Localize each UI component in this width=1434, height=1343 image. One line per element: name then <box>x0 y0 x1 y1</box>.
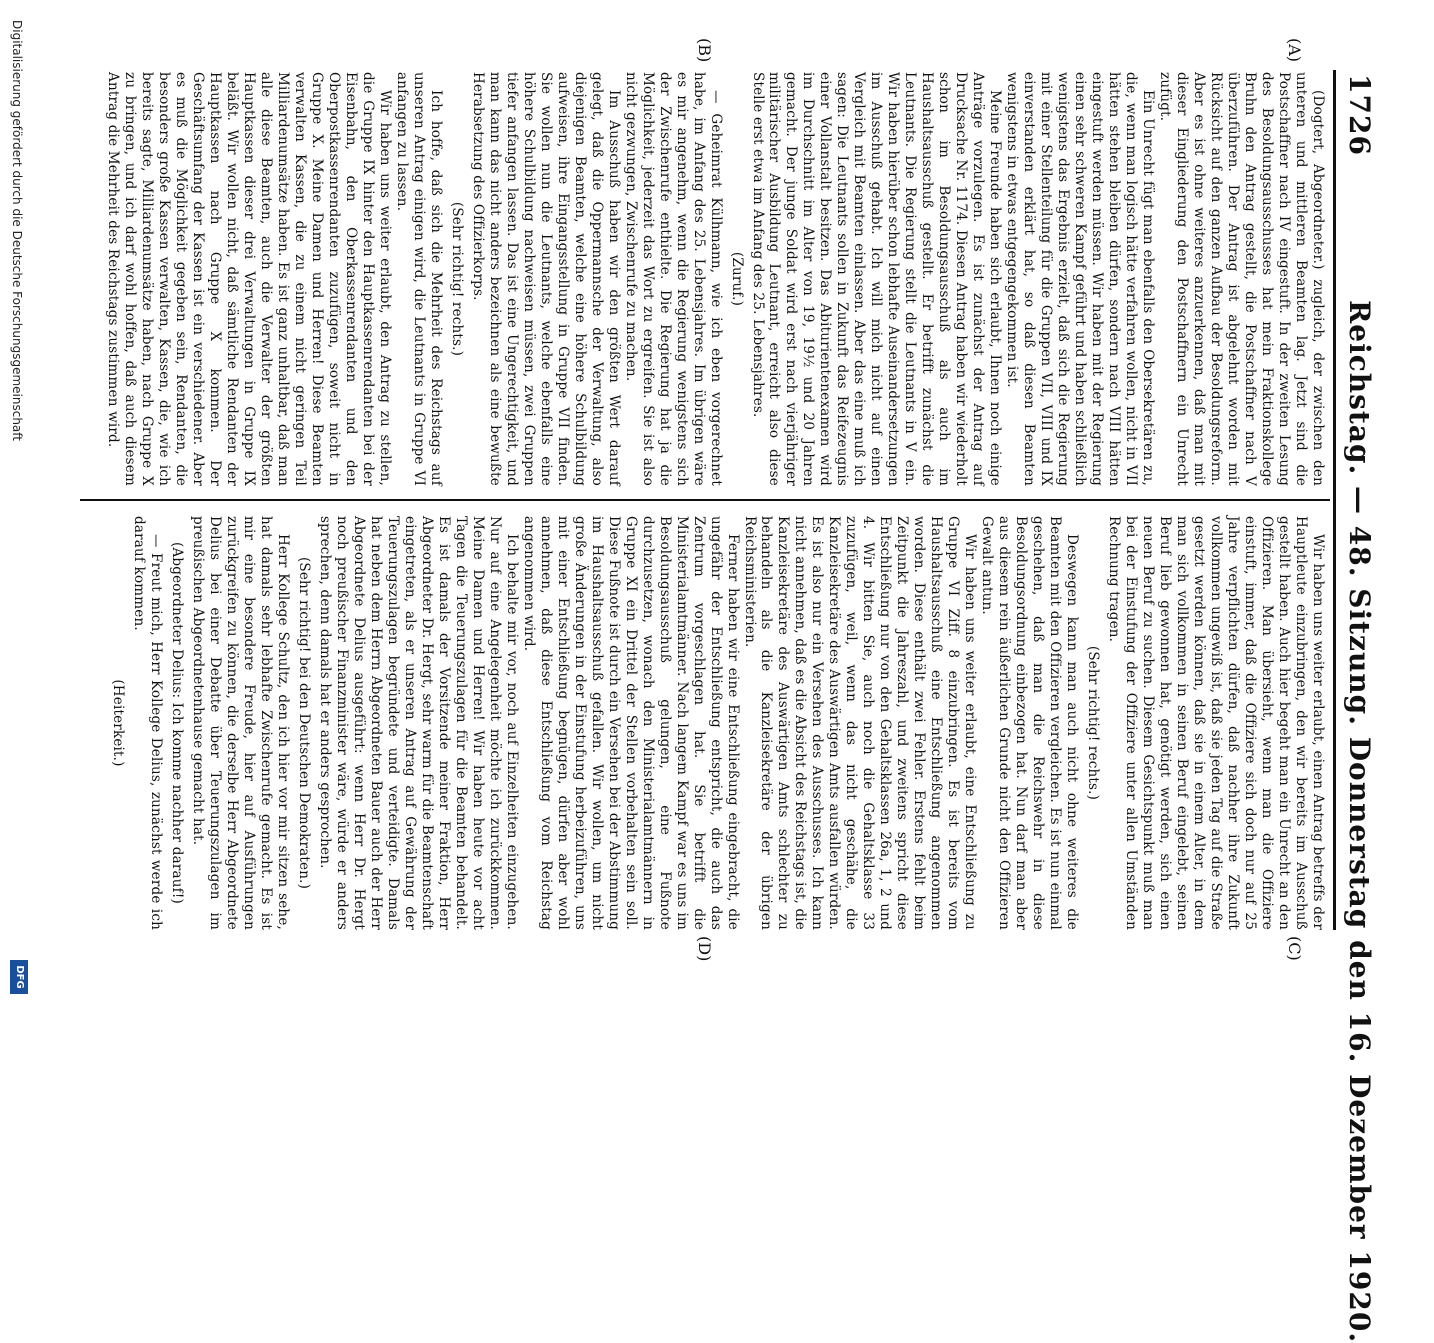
left-paragraph: Im Ausschuß haben wir den größten Wert darauf gelegt, daß die Oppermannsche der Verwaltung, also diejenigen Beamten, welche eine höhere Schulbildung aufweisen, ihre Eingangsstellung in Gruppe VII finden. Sie wollen nun die Leutnants, welche ebenfalls eine höhere Schulbildung nachweisen müssen, zwei Gruppen tiefer anfangen lassen. Das ist eine Ungerechtigkeit, und man kann das nicht anders bezeichnen als eine bewußte Herabsetzung des Offizierkorps. <box>469 72 622 486</box>
margin-mark-a: (A) <box>1285 38 1304 63</box>
right-paragraph: — Freut mich, Herr Kollege Delius, zunächst werde ich darauf kommen. <box>131 516 165 930</box>
right-paragraph: Wir haben uns weiter erlaubt, eine Entschließung zu Gruppe VI Ziff. 8 einzubringen. Es ist bereits vom Haushaltsausschuß eine Entschließung angenommen worden. Diese enthält zwei Fehler. Erstens fehlt beim Zeitpunkt die Jahreszahl, und zweitens spricht diese Entschließung nur von den Gehaltsklassen 26a, 1, 2 und 4. Wir bitten Sie, auch noch die Gehaltsklasse 33 zuzufügen, weil, wenn das nicht geschähe, die Kanzleisekretäre des Auswärtigen Amts ausfallen würden. Es ist also nur ein Versehen des Ausschusses. Ich kann nicht annehmen, daß es die Absicht des Reichstags ist, die Kanzleisekretäre des Auswärtigen Amts schlechter zu behandeln als die Kanzleisekretäre der übrigen Reichsministerien. <box>741 516 979 930</box>
dfg-logo: DFG <box>10 960 28 994</box>
left-paragraph: Ich hoffe, daß sich die Mehrheit des Reichstags auf unseren Antrag einigen wird, die Leutnants in Gruppe VI anfangen zu lassen. <box>393 72 444 486</box>
right-interjection: (Abgeordneter Delius: Ich komme nachher darauf!) <box>169 542 186 904</box>
left-paragraph: (Dogtert, Abgeordneter.) zugleich, der zwischen den unteren und mittleren Beamten lag. Jetzt sind die Postschaffner nach IV eingestuft. In der zweiten Lesung des Besoldungsausschusses hat mein Fraktionskollege Bruhn den Antrag gestellt, die Postschaffner nach V überzuführen. Der Antrag ist abgelehnt worden mit Rücksicht auf den ganzen Aufbau der Besoldungsreform. Aber es ist ohne weiteres anzuerkennen, daß man mit dieser Eingliederung den Postschaffnern ein Unrecht zufügt. <box>1157 72 1326 486</box>
page-number: 1726 <box>1343 74 1376 156</box>
right-interjection: (Heiterkeit.) <box>110 679 127 767</box>
right-paragraph: Deswegen kann man auch nicht ohne weiteres die Beamten mit den Offizieren vergleichen. Es ist nun einmal geschehen, daß man die Reichswehr in diese Besoldungsordnung einbezogen hat. Nun darf man aber aus diesem rein äußerlichen Grunde nicht den Offizieren Gewalt antun. <box>979 516 1081 930</box>
margin-mark-d: (D) <box>695 936 714 962</box>
running-header: Reichstag. — 48. Sitzung. Donnerstag den 16. Dezember 1920. <box>1343 300 1376 1343</box>
left-paragraph: Meine Freunde haben sich erlaubt, Ihnen noch einige Anträge vorzulegen. Es ist zunächst der Antrag auf Drucksache Nr. 1174. Diesen Antrag haben wir wiederholt schon im Besoldungsausschuß als auch im Haushaltsausschuß gestellt. Er betrifft zunächst die Leutnants. Die Regierung stellt die Leutnants in V ein. Wir haben hierüber schon lebhafte Auseinandersetzungen im Ausschuß gehabt. Ich will mich nicht auf einen Vergleich mit Beamten einlassen. Aber das eine muß ich sagen: Die Leutnants sollen in Zukunft das Reifezeugnis einer Vollanstalt besitzen. Das Abiturientenexamen wird im Durchschnitt im Alter von 19, 19½ und 20 Jahren gemacht. Der junge Soldat wird erst nach vierjähriger militärischer Ausbildung Leutnant, erreicht also diese Stelle erst etwa im Anfang des 25. Lebensjahres. <box>749 72 1004 486</box>
left-interjection: (Sehr richtig! rechts.) <box>448 201 465 357</box>
left-paragraph: Ein Unrecht fügt man ebenfalls den Obersekretären zu, die, wenn man logisch hätte verfahren wollen, nicht in VII hätten stehen bleiben dürfen, sondern nach VIII hätten eingestuft werden müssen. Wir haben mit der Regierung einen sehr schweren Kampf geführt und haben schließlich wenigstens das Ergebnis erzielt, daß sich die Regierung mit einer Stellenteilung für die Gruppen VII, VIII und IX einverstanden erklärt hat, so daß diesen Beamten wenigstens in etwas entgegengekommen ist. <box>1004 72 1157 486</box>
left-interjection: (Zuruf.) <box>728 251 745 307</box>
right-interjection: (Sehr richtig! bei den Deutschen Demokraten.) <box>295 556 312 890</box>
right-paragraph: Herr Kollege Schultz, den ich hier vor mir sitzen sehe, hat damals sehr lebhafte Zwischenrufe gemacht. Es ist mir eine besondere Freude, hier auf Ausführungen zurückgreifen zu können, die derselbe Herr Abgeordnete Delius bei einer Debatte über Teuerungszulagen im preußischen Abgeordnetenhause gemacht hat. <box>190 516 291 930</box>
column-divider <box>80 499 1330 501</box>
right-interjection: (Sehr richtig! rechts.) <box>1085 645 1102 801</box>
header-rule <box>1333 70 1336 930</box>
right-paragraph: Ich behalte mir vor, noch auf Einzelheiten einzugehen. Nur auf eine Angelegenheit möchte ich zurückkommen. Meine Damen und Herren! Wir haben heute vor acht Tagen die Teuerungszulagen für die Beamten behandelt. Es ist damals der Vorsitzende meiner Fraktion, Herr Abgeordneter Dr. Hergt, sehr warm für die Beamtenschaft eingetreten, als er unseren Antrag auf Gewährung der Teuerungszulagen begründete und verteidigte. Damals hat neben dem Herrn Abgeordneten Bauer auch der Herr Abgeordnete Delius ausgeführt: wenn Herr Dr. Hergt noch preußischer Finanzminister wäre, würde er anders sprechen, denn damals hat er anders gesprochen. <box>316 516 520 930</box>
digitization-credit: Digitalisierung gefördert durch die Deutsche Forschungsgemeinschaft <box>10 20 24 442</box>
margin-mark-c: (C) <box>1285 936 1304 961</box>
right-paragraph: Wir haben uns weiter erlaubt, einen Antrag betreffs der Hauptleute einzubringen, den wir bereits im Ausschuß gestellt haben. Auch hier begeht man ein Unrecht an den Offizieren. Man übersieht, wenn man die Offiziere einstuft, immer, daß die Offiziere sich doch nur auf 25 Jahre verpflichten dürfen, daß nachher ihre Zukunft vollkommen ungewiß ist, daß sie jeden Tag auf die Straße gesetzt werden können, daß sie in einem Alter, in dem man sich vollkommen in seinen Beruf eingelebt, seinen Beruf lieb gewonnen hat, genötigt werden, sich einen neuen Beruf zu suchen. Diesem Gesichtspunkt muß man bei der Einstufung der Offiziere unter allen Umständen Rechnung tragen. <box>1106 516 1326 930</box>
right-text-column <box>105 516 1326 930</box>
left-text-column <box>104 72 1326 486</box>
left-paragraph: Wir haben uns weiter erlaubt, den Antrag zu stellen, die Gruppe IX hinter den Hauptkassenrendanten bei der Eisenbahn, den Oberkassenrendanten und den Oberpostkassenrendanten zuzufügen, soweit nicht in Gruppe X. Meine Damen und Herren! Diese Beamten verwalten Kassen, die zu einem nicht geringen Teil Milliardenumsätze haben. Es ist ganz unhaltbar, daß man alle diese Beamten, auch die Verwalter der größten Hauptkassen dieser drei Verwaltungen in Gruppe IX beläßt. Wir wollen nicht, daß sämtliche Rendanten der Hauptkassen nach Gruppe X kommen. Der Geschäftsumfang der Kassen ist ein verschiedener. Aber es muß die Möglichkeit gegeben sein, Rendanten, die besonders große Kassen verwalten, Kassen, die, wie ich bereits sagte, Milliardenumsätze haben, nach Gruppe X zu bringen, und ich darf wohl hoffen, daß auch diesem Antrag die Mehrheit des Reichstags zustimmen wird. <box>105 72 393 486</box>
margin-mark-b: (B) <box>695 38 714 63</box>
right-paragraph: Ferner haben wir eine Entschließung eingebracht, die ungefähr der Entschließung entspricht, die auch das Zentrum vorgeschlagen hat. Sie betrifft die Ministerialamtmänner. Nach langem Kampf war es uns im Besoldungsausschuß gelungen, eine Fußnote durchzusetzen, wonach den Ministerialamtmännern in Gruppe XI ein Drittel der Stellen vorbehalten sein soll. Diese Fußnote ist durch ein Versehen bei der Abstimmung im Haushaltsausschuß gefallen. Wir wollen, um nicht große Änderungen in der Einstufung herbeizuführen, uns mit einer Entschließung begnügen, dürfen aber wohl annehmen, daß diese Entschließung vom Reichstag angenommen wird. <box>520 516 741 930</box>
left-paragraph: — Geheimrat Külhmann, wie ich eben vorgerechnet habe, im Anfang des 25. Lebensjahres. Im übrigen wäre es mir angenehm, wenn die Regierung wenigstens sich der Zwischenrufe enthielte. Die Regierung hat ja die Möglichkeit, jederzeit das Wort zu ergreifen. Sie ist also nicht gezwungen, Zwischenrufe zu machen. <box>622 72 724 486</box>
